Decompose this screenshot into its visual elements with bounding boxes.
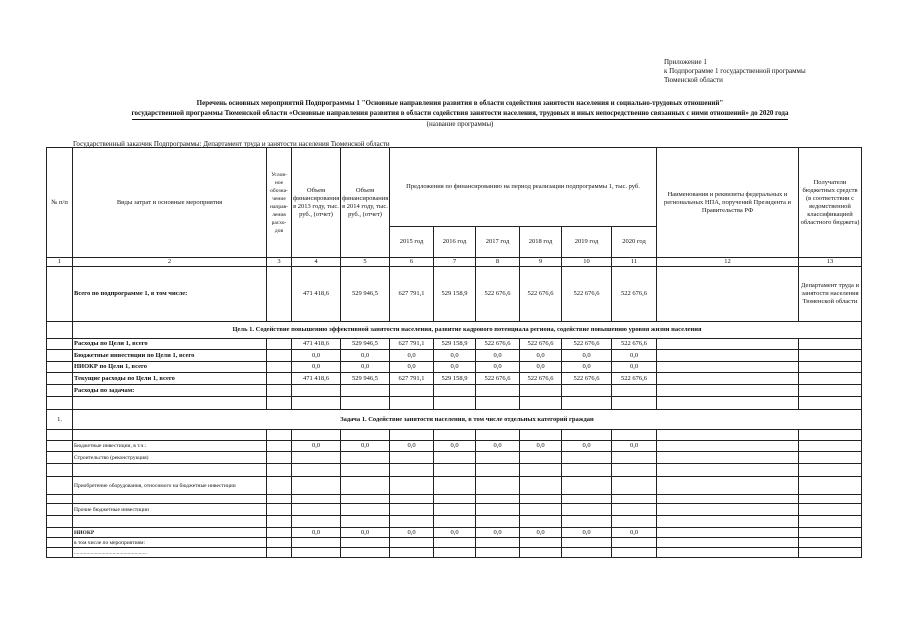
value-cell: 0,0 — [562, 362, 612, 373]
col-number: 9 — [520, 258, 562, 267]
task-row — [47, 410, 862, 430]
value-cell: 0,0 — [341, 441, 390, 452]
header-recipients: Получатели бюджетных средств (в соответствии с ведомственной классификацией областного бюджета) — [799, 148, 862, 258]
value-cell: 529 158,9 — [434, 267, 476, 322]
value-cell: 529 946,5 — [341, 339, 390, 350]
value-cell: 522 676,6 — [520, 339, 562, 350]
value-cell: 522 676,6 — [476, 339, 520, 350]
goal-title: Цель 1. Содействие повышению эффективной занятости населения, развитие кадрового потенциала региона, содействие повышению уровня жизни населения — [73, 322, 862, 339]
value-cell: 0,0 — [341, 528, 390, 538]
row-label: НИОКР — [73, 528, 267, 538]
value-cell: 522 676,6 — [476, 373, 520, 385]
task-build-row — [47, 452, 862, 464]
col-number: 5 — [341, 258, 390, 267]
task-investments-row — [47, 441, 862, 452]
col-number: 6 — [390, 258, 434, 267]
header-num: № п/п — [47, 148, 73, 258]
task-other-row — [47, 504, 862, 516]
col-number: 11 — [612, 258, 657, 267]
value-cell: 522 676,6 — [520, 373, 562, 385]
value-cell: 471 418,6 — [292, 339, 341, 350]
row-label: Расходы по Цели 1, всего — [73, 339, 267, 350]
value-cell: 0,0 — [476, 441, 520, 452]
row-label: Бюджетные инвестиции, в т.ч.: — [73, 441, 267, 452]
value-cell: 522 676,6 — [612, 267, 657, 322]
value-cell: 0,0 — [562, 441, 612, 452]
goal-investments-row — [47, 350, 862, 362]
title-line-3: (название программы) — [426, 120, 494, 128]
value-cell: 0,0 — [520, 528, 562, 538]
value-cell: 627 791,1 — [390, 267, 434, 322]
header-year: 2018 год — [520, 227, 562, 258]
value-cell: 529 946,5 — [341, 373, 390, 385]
value-cell: 522 676,6 — [520, 267, 562, 322]
value-cell: 0,0 — [520, 362, 562, 373]
header-cond: Услов-ное обозна-чение направ-ления расхо-дов — [267, 148, 292, 258]
value-cell: 529 158,9 — [434, 373, 476, 385]
goal-current-row — [47, 373, 862, 385]
value-cell: 0,0 — [612, 441, 657, 452]
header-year: 2015 год — [390, 227, 434, 258]
document-title — [60, 99, 860, 130]
value-cell: 0,0 — [390, 441, 434, 452]
total-recipient: Департамент труда и занятости населения Тюменской области — [799, 267, 862, 322]
col-number: 8 — [476, 258, 520, 267]
row-label: Бюджетные инвестиции по Цели 1, всего — [73, 350, 267, 362]
col-number: 2 — [73, 258, 267, 267]
value-cell: 0,0 — [390, 350, 434, 362]
value-cell: 0,0 — [390, 528, 434, 538]
appendix-line: Тюменской области — [664, 76, 723, 84]
task-equipment-row — [47, 477, 862, 495]
value-cell: 0,0 — [434, 441, 476, 452]
tasks-label: Расходы по задачам: — [73, 385, 267, 397]
appendix-line: к Подпрограмме 1 государственной программы — [664, 67, 806, 75]
total-row — [47, 267, 862, 322]
value-cell: 0,0 — [292, 362, 341, 373]
measures-table — [46, 147, 862, 558]
value-cell: 0,0 — [434, 362, 476, 373]
row-label: в том числе по мероприятиям: — [73, 538, 267, 548]
value-cell: 0,0 — [520, 441, 562, 452]
appendix-line: Приложение 1 — [664, 58, 707, 66]
value-cell: 0,0 — [341, 350, 390, 362]
goal-expenses-row — [47, 339, 862, 350]
value-cell: 522 676,6 — [476, 267, 520, 322]
value-cell: 529 946,5 — [341, 267, 390, 322]
value-cell: 0,0 — [292, 528, 341, 538]
value-cell: 627 791,1 — [390, 373, 434, 385]
value-cell: 529 158,9 — [434, 339, 476, 350]
row-label: Приобретение оборудования, относимого на бюджетные инвестиции — [73, 477, 267, 495]
value-cell: 0,0 — [434, 528, 476, 538]
header-year: 2019 год — [562, 227, 612, 258]
header-proposals: Предложения по финансированию на период реализации подпрограммы 1, тыс. руб. — [390, 148, 657, 227]
task-title: Задача 1. Содействие занятости населения, в том числе отдельных категорий граждан — [73, 410, 862, 430]
value-cell: 522 676,6 — [562, 339, 612, 350]
col-number: 13 — [799, 258, 862, 267]
value-cell: 0,0 — [476, 528, 520, 538]
value-cell: 522 676,6 — [562, 267, 612, 322]
value-cell: 471 418,6 — [292, 267, 341, 322]
row-label: НИОКР по Цели 1, всего — [73, 362, 267, 373]
row-label: ..................................................... — [73, 548, 267, 558]
value-cell: 627 791,1 — [390, 339, 434, 350]
header-year: 2016 год — [434, 227, 476, 258]
appendix-block — [664, 58, 806, 85]
title-line-2: государственной программы Тюменской области «Основные направления развития в области содействия занятости населения, трудовых и иных непосредственно связанных с ними отношений» до 2020 года — [132, 109, 789, 121]
value-cell: 0,0 — [341, 362, 390, 373]
value-cell: 0,0 — [612, 528, 657, 538]
task-number: 1. — [47, 410, 73, 430]
value-cell: 0,0 — [476, 362, 520, 373]
task-incl-row — [47, 538, 862, 548]
value-cell: 0,0 — [520, 350, 562, 362]
value-cell: 0,0 — [562, 350, 612, 362]
header-acts: Наименования и реквизиты федеральных и региональных НПА, поручений Президента и Правительства РФ — [657, 148, 799, 258]
header-year: 2017 год — [476, 227, 520, 258]
col-number: 10 — [562, 258, 612, 267]
value-cell: 0,0 — [476, 350, 520, 362]
value-cell: 0,0 — [612, 350, 657, 362]
row-label: Прочие бюджетные инвестиции — [73, 504, 267, 516]
state-customer: Государственный заказчик Подпрограммы: Департамент труда и занятости населения Тюменской области — [73, 140, 390, 148]
value-cell: 522 676,6 — [612, 373, 657, 385]
col-number-row — [47, 258, 862, 267]
row-label: Текущие расходы по Цели 1, всего — [73, 373, 267, 385]
value-cell: 471 418,6 — [292, 373, 341, 385]
col-number: 1 — [47, 258, 73, 267]
value-cell: 0,0 — [390, 362, 434, 373]
value-cell: 0,0 — [434, 350, 476, 362]
col-number: 3 — [267, 258, 292, 267]
col-number: 4 — [292, 258, 341, 267]
tasks-row — [47, 385, 862, 397]
title-line-1: Перечень основных мероприятий Подпрограммы 1 "Основные направления развития в области содействия занятости населения и социально-трудовых отношений" — [196, 99, 724, 107]
value-cell: 522 676,6 — [562, 373, 612, 385]
header-vol-2013: Объем финансирования в 2013 году, тыс. руб., (отчет) — [292, 148, 341, 258]
header-vol-2014: Объем финансирования в 2014 году, тыс. руб., (отчет) — [341, 148, 390, 258]
header-year: 2020 год — [612, 227, 657, 258]
value-cell: 0,0 — [612, 362, 657, 373]
col-number: 7 — [434, 258, 476, 267]
header-kinds: Виды затрат и основные мероприятия — [73, 148, 267, 258]
total-label: Всего по подпрограмме 1, в том числе: — [73, 267, 267, 322]
task-niokr-row — [47, 528, 862, 538]
goal-row — [47, 322, 862, 339]
value-cell: 0,0 — [292, 350, 341, 362]
col-number: 12 — [657, 258, 799, 267]
goal-niokr-row — [47, 362, 862, 373]
value-cell: 0,0 — [292, 441, 341, 452]
task-dots-row — [47, 548, 862, 558]
value-cell: 522 676,6 — [612, 339, 657, 350]
row-label: Строительство (реконструкция) — [73, 452, 267, 464]
value-cell: 0,0 — [562, 528, 612, 538]
